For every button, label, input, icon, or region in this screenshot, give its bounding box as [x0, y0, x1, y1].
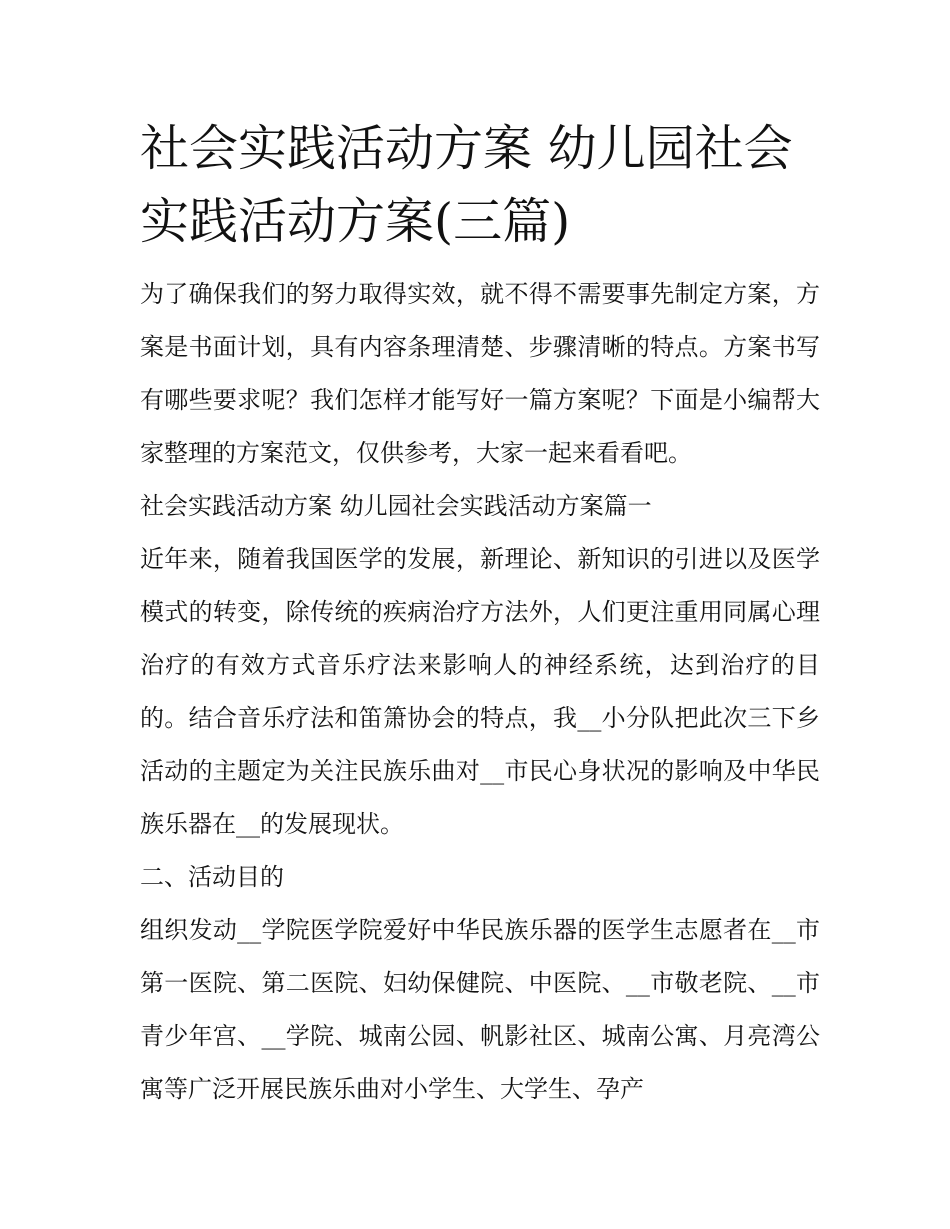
- section-body-1: 近年来，随着我国医学的发展，新理论、新知识的引进以及医学模式的转变，除传统的疾病治疗方法外，人们更注重用同属心理治疗的有效方式音乐疗法来影响人的神经系统，达到治疗的目的。结合音乐疗法和笛箫协会的特点，我__小分队把此次三下乡活动的主题定为关注民族乐曲对__市民心身状况的影响及中华民族乐器在__的发展现状。: [140, 545, 820, 838]
- document-title: 社会实践活动方案 幼儿园社会实践活动方案(三篇): [140, 120, 793, 250]
- section-body-2: 组织发动__学院医学院爱好中华民族乐器的医学生志愿者在__市第一医院、第二医院、妇幼保健院、中医院、__市敬老院、__市青少年宫、__学院、城南公园、帆影社区、城南公寓、月亮湾公寓等广泛开展民族乐曲对小学生、大学生、孕产: [140, 916, 820, 1103]
- document-content: [140, 112, 820, 1116]
- intro-paragraph: 为了确保我们的努力取得实效，就不得不需要事先制定方案，方案是书面计划，具有内容条理清楚、步骤清晰的特点。方案书写有哪些要求呢？我们怎样才能写好一篇方案呢？下面是小编帮大家整理的方案范文，仅供参考，大家一起来看看吧。: [140, 280, 820, 467]
- section-heading-2: 二、活动目的: [140, 863, 284, 891]
- section-heading-1: 社会实践活动方案 幼儿园社会实践活动方案篇一: [140, 492, 652, 520]
